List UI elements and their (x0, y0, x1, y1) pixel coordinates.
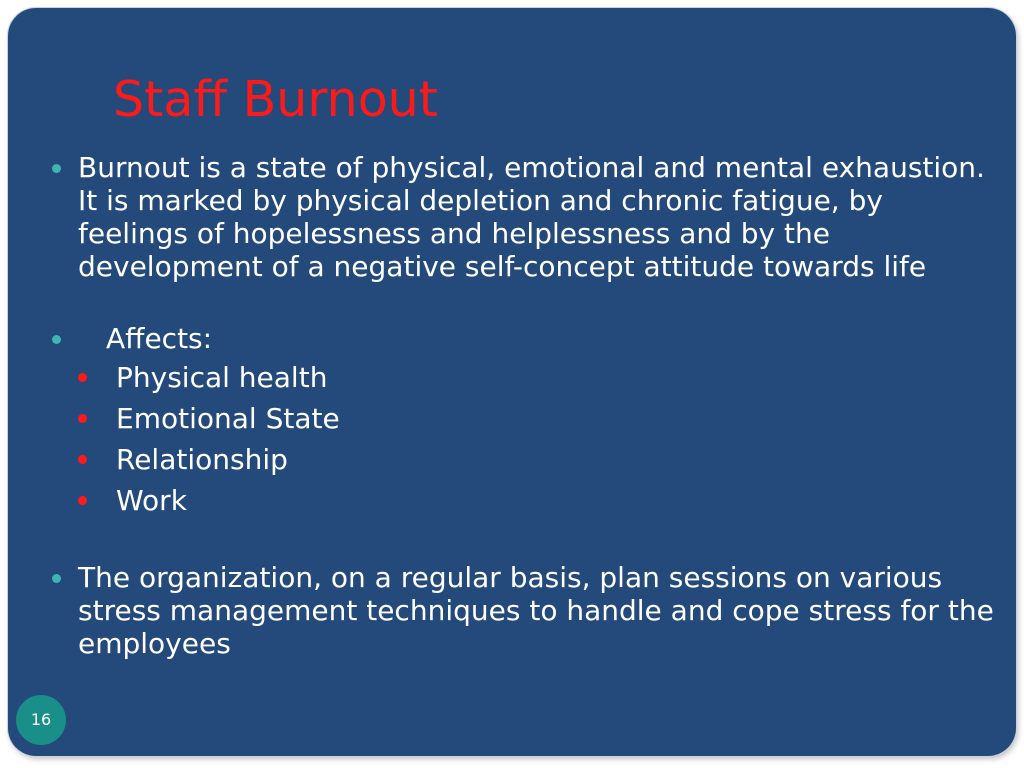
bullet-affects-label: Affects: (106, 322, 213, 355)
slide-title: Staff Burnout (113, 71, 438, 128)
teal-dot-bullet-icon (52, 574, 61, 583)
affects-item-text: Emotional State (116, 402, 340, 435)
teal-dot-bullet-icon (52, 164, 61, 173)
list-item (48, 398, 998, 439)
red-dot-bullet-icon (78, 414, 87, 423)
red-dot-bullet-icon (78, 373, 87, 382)
affects-item-text: Physical health (116, 361, 328, 394)
list-item (48, 480, 998, 521)
bullet-organization (48, 561, 998, 660)
bullet-organization-text: The organization, on a regular basis, plan sessions on various stress management techniques to handle and cope stress for the employees (78, 561, 994, 660)
affects-item-text: Relationship (116, 443, 288, 476)
slide-number-badge: 16 (16, 695, 66, 745)
bullet-definition (48, 151, 998, 283)
bullet-affects (48, 322, 998, 355)
slide (8, 8, 1016, 756)
slide-content (48, 151, 998, 660)
list-item (48, 357, 998, 398)
affects-list (48, 357, 998, 521)
affects-item-text: Work (116, 484, 187, 517)
list-item (48, 439, 998, 480)
bullet-definition-text: Burnout is a state of physical, emotional and mental exhaustion. It is marked by physical depletion and chronic fatigue, by feelings of hopelessness and helplessness and by the development of a negative self-concept attitude towards life (78, 151, 985, 283)
red-dot-bullet-icon (78, 455, 87, 464)
teal-dot-bullet-icon (52, 335, 61, 344)
red-dot-bullet-icon (78, 496, 87, 505)
